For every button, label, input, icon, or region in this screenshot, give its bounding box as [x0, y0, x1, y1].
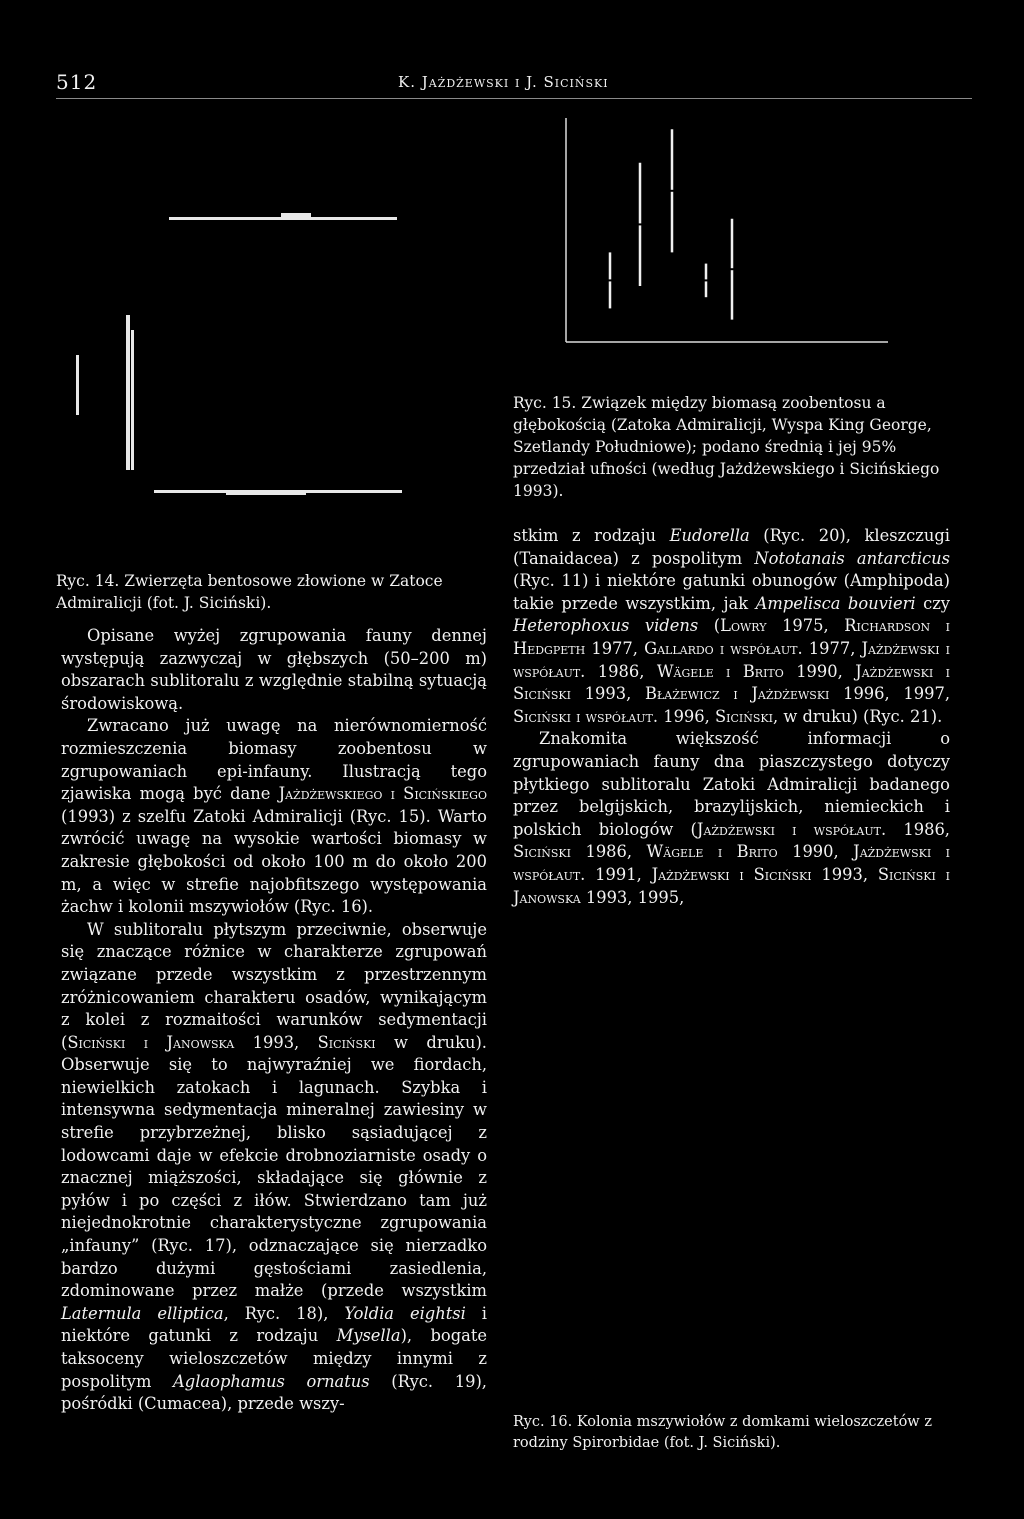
fig14-photo: [56, 200, 496, 520]
paragraph: Opisane wyżej zgrupowania fauny dennej występują zazwyczaj w głębszych (50–200 m) obszarach sublitoralu z względnie stabilną sytuacją środowiskową.: [61, 626, 487, 713]
fig14-caption: Ryc. 14. Zwierzęta bentosowe złowione w Zatoce Admiralicji (fot. J. Siciński).: [56, 572, 443, 612]
fig15-caption: Ryc. 15. Związek między biomasą zoobentosu a głębokością (Zatoka Admiralicji, Wyspa King George, Szetlandy Południowe); podano średnią i jej 95% przedział ufności (według Jażdżewskiego i Sicińskiego 1993).: [513, 394, 940, 500]
fig16-caption: Ryc. 16. Kolonia mszywiołów z domkami wieloszczetów z rodziny Spirorbidae (fot. J. Siciński).: [513, 1414, 932, 1451]
fig15-chart: [560, 110, 890, 350]
right-column: [513, 525, 950, 909]
paragraph: Znakomita większość informacji o zgrupowaniach fauny dna piaszczystego dotyczy płytkiego sublitoralu Zatoki Admiralicji badanego przez belgijskich, brazylijskich, niemieckich i polskich biologów (Jażdżewski i współaut. 1986, Siciński 1986, Wägele i Brito 1990, Jażdżewski i współaut. 1991, Jażdżewski i Siciński 1993, Siciński i Janowska 1993, 1995,: [513, 729, 950, 907]
paragraph: Zwracano już uwagę na nierównomierność rozmieszczenia biomasy zoobentosu w zgrupowaniach epi-infauny. Ilustracją tego zjawiska mogą być dane Jażdżewskiego i Sicińskiego (1993) z szelfu Zatoki Admiralicji (Ryc. 15). Warto zwrócić uwagę na wysokie wartości biomasy w zakresie głębokości od około 100 m do około 200 m, a więc w strefie najobfitszego występowania żachw i kolonii mszywiołów (Ryc. 16).: [61, 716, 487, 917]
page-number: 512: [56, 70, 98, 94]
left-column: [61, 625, 487, 1416]
header-rule: [56, 98, 972, 99]
running-head: K. Jażdżewski i J. Siciński: [398, 73, 609, 91]
paragraph: W sublitoralu płytszym przeciwnie, obserwuje się znaczące różnice w charakterze zgrupowań związane przede wszystkim z przestrzennym zróżnicowaniem charakteru osadów, wynikającym z kolei z rozmaitości warunków sedymentacji (Siciński i Janowska 1993, Siciński w druku). Obserwuje się to najwyraźniej we fiordach, niewielkich zatokach i lagunach. Szybka i intensywna sedymentacja mineralnej zawiesiny w strefie przybrzeżnej, blisko sąsiadującej z lodowcami daje w efekcie drobnoziarniste osady o znacznej miąższości, składające się głównie z pyłów i po części z iłów. Stwierdzano tam już niejednokrotnie charakterystyczne zgrupowania „infauny” (Ryc. 17), odznaczające się nierzadko bardzo dużymi gęstościami zasiedlenia, zdominowane przez małże (przede wszystkim Laternula elliptica, Ryc. 18), Yoldia eightsi i niektóre gatunki z rodzaju Mysella), bogate taksoceny wieloszczetów między innymi z pospolitym Aglaophamus ornatus (Ryc. 19), pośródki (Cumacea), przede wszy-: [61, 919, 487, 1414]
paragraph: stkim z rodzaju Eudorella (Ryc. 20), kleszczugi (Tanaidacea) z pospolitym Nototanais antarcticus (Ryc. 11) i niektóre gatunki obunogów (Amphipoda) takie przede wszystkim, jak Ampelisca bouvieri czy Heterophoxus videns (Lowry 1975, Richardson i Hedgpeth 1977, Gallardo i współaut. 1977, Jażdżewski i współaut. 1986, Wägele i Brito 1990, Jażdżewski i Siciński 1993, Błażewicz i Jażdżewski 1996, 1997, Siciński i współaut. 1996, Siciński, w druku) (Ryc. 21).: [513, 526, 951, 726]
